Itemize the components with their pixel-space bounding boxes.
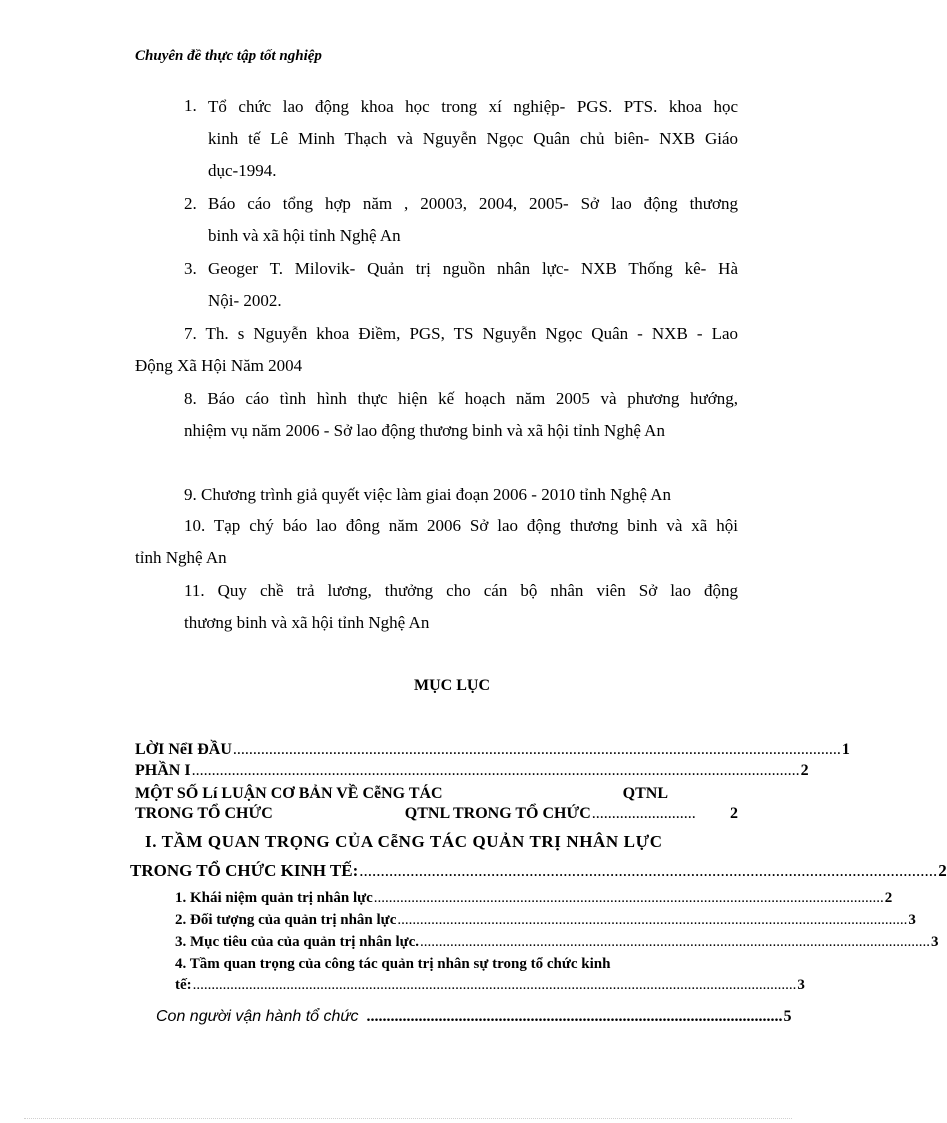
ref-8	[184, 383, 738, 447]
ref-7-number: 7.	[184, 324, 197, 343]
ref-2-number: 2.	[184, 194, 197, 213]
toc-entry-doi-tuong[interactable]: 2. Đối tượng của quản trị nhân lực ........................................................................................................................................ 3	[175, 912, 916, 928]
toc-entry-con-nguoi[interactable]: Con người vận hành tổ chức ........................................................................................................ 5	[156, 1008, 792, 1025]
ref-1-number: 1.	[184, 96, 197, 115]
ref-2-text: Báo cáo tổng hợp năm , 20003, 2004, 2005- Sở lao động thương binh và xã hội tỉnh Nghệ An	[208, 194, 738, 245]
ref-10-line-2: tỉnh Nghệ An	[135, 548, 227, 567]
ref-11-number: 11.	[184, 581, 205, 600]
ref-8-number: 8.	[184, 389, 197, 408]
ref-7-line-1: Th. s Nguyễn khoa Điềm, PGS, TS Nguyễn Ngọc Quân - NXB - Lao	[205, 324, 738, 343]
ref-7	[135, 318, 738, 382]
toc-entry-tam-quan-trong[interactable]: I. TẦM QUAN TRỌNG CỦA CễNG TÁC QUẢN TRỊ NHÂN LỰC	[145, 832, 663, 851]
ref-3-number: 3.	[184, 259, 197, 278]
ref-11	[184, 575, 738, 639]
toc-entry-khai-niem[interactable]: 1. Khái niệm quản trị nhân lực ........................................................................................................................................ 2	[175, 890, 893, 906]
ref-11-line-1: Quy chề trả lương, thưởng cho cán bộ nhân viên Sở lao động	[217, 581, 738, 600]
ref-9-number: 9.	[184, 485, 197, 504]
ref-1-text: Tổ chức lao động khoa học trong xí nghiệp- PGS. PTS. khoa học kinh tế Lê Minh Thạch và Nguyễn Ngọc Quân chủ biên- NXB Giáo dục-1994.	[208, 97, 738, 180]
page-bottom-rule	[24, 1118, 792, 1119]
ref-10	[135, 510, 738, 574]
ref-10-line-1: Tạp chý báo lao đông năm 2006 Sở lao động thương binh và xã hội	[213, 516, 739, 535]
toc-entry-trong-to-chuc-kinh-te[interactable]: TRONG TỔ CHỨC KINH TẾ: ........................................................................................................................................ 2	[130, 861, 947, 880]
toc-title: MỤC LỤC	[414, 677, 490, 694]
toc-entry-tam-quan-trong-cong-tac[interactable]: 4. Tầm quan trọng của công tác quản trị nhân sự trong tổ chức kinh	[175, 956, 611, 972]
ref-8-line-1: Báo cáo tình hình thực hiện kế hoạch năm 2005 và phương hướng,	[207, 389, 738, 408]
toc-entry-muc-tieu[interactable]: 3. Mục tiêu của của quản trị nhân lực. ........................................................................................................................................ 3	[175, 934, 939, 950]
toc-entry-loi-noi-dau[interactable]: LỜI NểI ĐẦU ........................................................................................................................................................ 1	[135, 741, 850, 758]
ref-11-line-2: thương binh và xã hội tỉnh Nghệ An	[184, 613, 430, 632]
ref-7-line-2: Động Xã Hội Năm 2004	[135, 356, 303, 375]
toc-entry-trong-to-chuc[interactable]: TRONG TỔ CHỨC QTNL TRONG TỔ CHỨC .......................... 2	[135, 805, 738, 822]
ref-9	[184, 479, 744, 511]
page-header: Chuyên đề thực tập tốt nghiệp	[135, 48, 322, 64]
toc-entry-phan-1[interactable]: PHẦN I ........................................................................................................................................................ 2	[135, 762, 809, 779]
toc-entry-mot-so-li-luan[interactable]: MỘT SỐ Lí LUẬN CƠ BẢN VỀ CễNG TÁC QTNL	[135, 785, 668, 802]
ref-10-number: 10.	[184, 516, 206, 535]
toc-entry-te[interactable]: tế: ................................................................................................................................................................. 3	[175, 977, 805, 993]
ref-9-line-1: Chương trình giả quyết việc làm giai đoạn 2006 - 2010 tỉnh Nghệ An	[201, 485, 672, 504]
ref-3-text: Geoger T. Milovik- Quản trị nguồn nhân lực- NXB Thống kê- Hà Nội- 2002.	[208, 259, 738, 310]
ref-8-line-2: nhiệm vụ năm 2006 - Sở lao động thương binh và xã hội tỉnh Nghệ An	[184, 421, 665, 440]
